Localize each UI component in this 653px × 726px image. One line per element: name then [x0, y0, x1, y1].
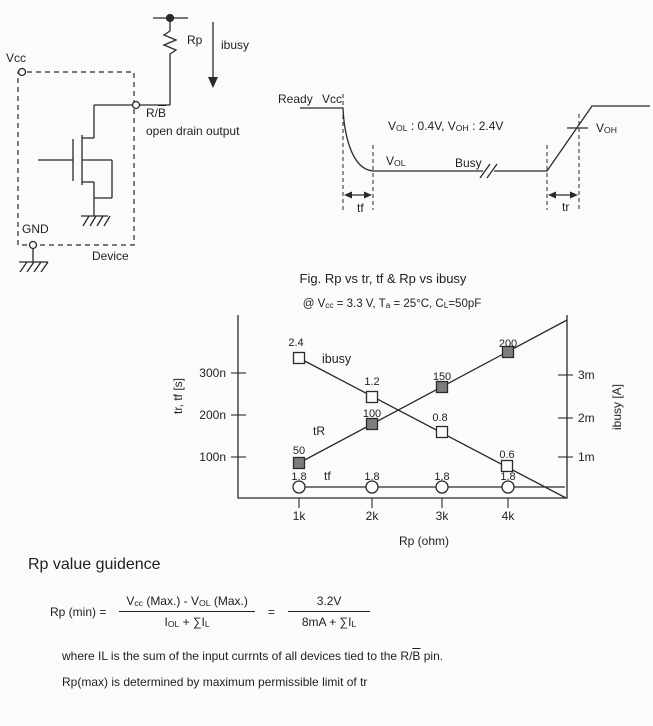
x-tick-4k: 4k	[501, 509, 515, 523]
ibusy-point-label: 0.6	[499, 449, 515, 461]
series-ibusy	[294, 353, 567, 499]
rp-min-formula	[50, 594, 370, 629]
vol-voh-levels-label: $V_{OL}$ : 0.4V, $V_{OH}$ : 2.4V	[388, 119, 504, 134]
rp-label: Rp	[187, 33, 203, 47]
x-tick-marks	[299, 498, 508, 508]
chart-title: Fig. Rp vs tr, tf & Rp vs ibusy	[299, 271, 467, 286]
voh-label: $V_{OH}$	[596, 121, 617, 136]
ibusy-label: ibusy	[221, 38, 250, 52]
guidance-heading: Rp value guidence	[28, 556, 161, 573]
tr-point-label: 100	[362, 408, 382, 420]
busy-label: Busy	[455, 156, 482, 170]
nmos-transistor-symbol	[38, 105, 133, 216]
tr-label: tr	[562, 200, 570, 214]
y-right-tick-3m: 3m	[578, 368, 595, 382]
y-right-tick-2m: 2m	[578, 411, 595, 425]
ibusy-point-label: 1.2	[364, 376, 380, 388]
guidance-note-1: where IL is the sum of the input currnts of all devices tied to the $R/\overline{B}$ pin.	[62, 649, 444, 663]
tr-point-label: 200	[498, 338, 518, 350]
tr-point-label: 50	[292, 445, 306, 457]
formula-fraction-2	[288, 594, 370, 629]
gnd-terminal	[30, 242, 37, 249]
y-axis-label-left: tr, tf [s]	[171, 377, 185, 415]
y-right-tick-marks	[558, 375, 573, 457]
chart-plot-area	[230, 312, 575, 512]
tf-measure-arrow	[344, 192, 372, 199]
chart-axes	[238, 315, 567, 498]
power-rail	[153, 15, 188, 32]
tf-point-label: 1.8	[364, 471, 380, 483]
ibusy-point-label: 2.4	[288, 337, 304, 349]
x-axis-label: Rp (ohm)	[398, 534, 450, 548]
rb-pin-label: $R/\overline{B}$	[146, 106, 167, 120]
tf-point-label: 1.8	[500, 471, 516, 483]
tf-series-label: tf	[324, 469, 331, 483]
tr-series-label: tR	[313, 424, 325, 438]
chart-subtitle: @ $V_{cc} = 3.3$ V, $T_a = 25^\circ C$, $C_L=50pF$	[302, 298, 482, 310]
rp-resistor-symbol	[140, 31, 176, 105]
tf-point-label: 1.8	[434, 471, 450, 483]
rb-node	[133, 102, 140, 109]
vol-label: $V_{OL}$	[386, 154, 406, 169]
formula-fraction-1	[119, 594, 255, 629]
y-left-tick-200n: 200n	[199, 408, 226, 422]
ground-symbol-external	[19, 262, 48, 272]
x-tick-2k: 2k	[365, 509, 379, 523]
series-tr	[294, 320, 568, 469]
series-tf	[293, 481, 565, 493]
measure-dashed-lines	[343, 94, 579, 210]
tr-measure-arrow	[548, 192, 578, 199]
vcc-terminal	[19, 69, 26, 76]
tf-point-label: 1.8	[291, 471, 307, 483]
ibusy-series-label: ibusy	[322, 352, 352, 366]
tr-point-label: 150	[432, 371, 452, 383]
formula-numerator-2: 3.2V	[316, 594, 342, 608]
y-right-tick-1m: 1m	[578, 450, 595, 464]
device-boundary-box	[18, 72, 134, 245]
ready-label: Ready	[278, 92, 313, 106]
ibusy-point-label: 0.8	[432, 412, 448, 424]
device-label: Device	[92, 249, 129, 263]
gnd-label: GND	[22, 222, 49, 236]
open-drain-label: open drain output	[146, 124, 240, 138]
ibusy-current-arrow	[208, 22, 218, 88]
wave-vcc-label: Vcc	[322, 92, 343, 106]
formula-numerator-1: $V_{cc}$ $(Max.) - V_{OL}$ (Max.)	[126, 594, 248, 609]
formula-denominator-1: $I_{OL} + \sum I_L$	[119, 611, 255, 629]
x-tick-3k: 3k	[435, 509, 449, 523]
y-left-tick-100n: 100n	[199, 450, 226, 464]
formula-denominator-2: $8mA + \sum I_L$	[288, 611, 370, 629]
x-tick-1k: 1k	[292, 509, 306, 523]
ground-symbol-internal	[81, 216, 110, 226]
vcc-label: Vcc	[6, 51, 27, 65]
y-axis-label-right: ibusy [A]	[610, 383, 624, 431]
formula-lhs: Rp (min) =	[50, 604, 107, 619]
tf-label: tf	[357, 201, 364, 215]
y-left-tick-300n: 300n	[199, 366, 226, 380]
formula-equals: =	[267, 604, 275, 619]
guidance-note-2: Rp(max) is determined by maximum permissible limit of tr	[62, 675, 368, 689]
